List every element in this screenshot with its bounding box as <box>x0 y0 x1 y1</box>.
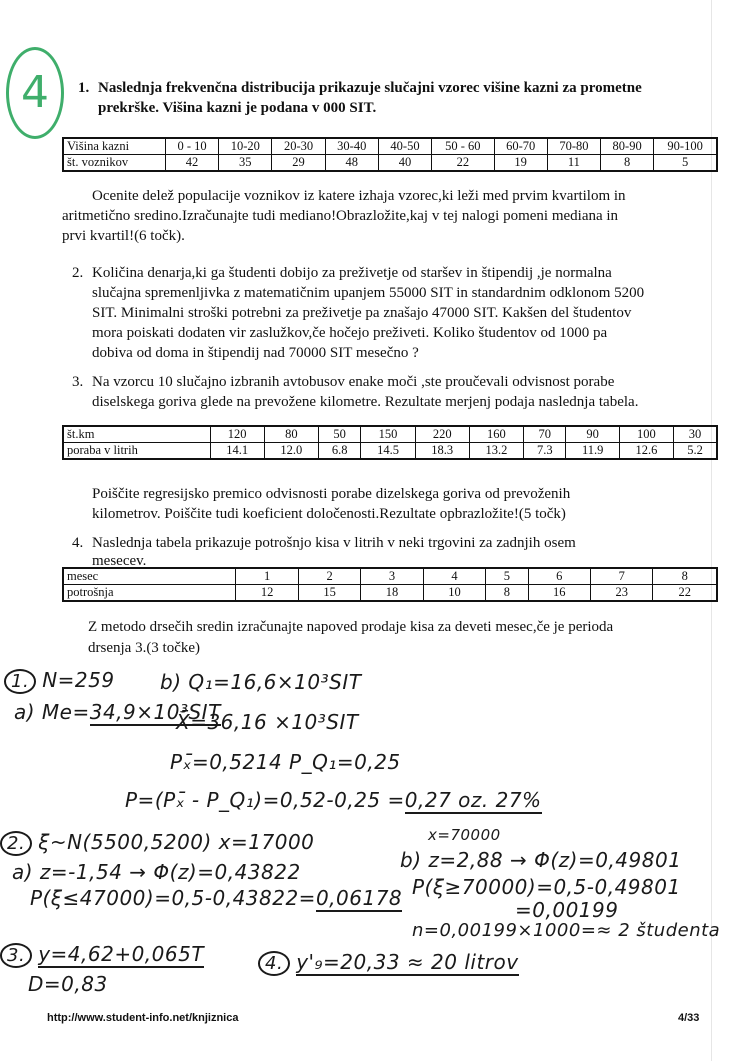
table-cell: 80 <box>264 426 318 443</box>
answer-number-circle: 3. <box>0 943 32 968</box>
table-cell: 11 <box>547 155 600 172</box>
table-cell: 22 <box>653 585 717 602</box>
answer-2a-p <box>30 886 402 910</box>
table-cell: 23 <box>590 585 652 602</box>
table-cell: 13.2 <box>469 443 523 460</box>
answer-2b-p2: =0,00199 <box>515 898 619 922</box>
text-line: diselskega goriva glede na prevožene kilometre. Rezultate merjenj podaja naslednja tabela. <box>92 394 639 410</box>
answer-3-d: D=0,83 <box>28 972 108 996</box>
table-row <box>63 155 717 172</box>
table-cell: 100 <box>619 426 673 443</box>
table-cell: 120 <box>210 426 264 443</box>
table-cell: 2 <box>298 568 360 585</box>
answer-2a-z: a) z=-1,54 → Φ(z)=0,43822 <box>12 860 301 884</box>
answer-1a-label: a) Me= <box>14 700 90 724</box>
table-cell: 14.5 <box>361 443 415 460</box>
q1-text-line2: prekrške. Višina kazni je podana v 000 SIT. <box>98 100 377 116</box>
table-cell: 12 <box>236 585 298 602</box>
q4-para-line2: drsenja 3.(3 točke) <box>88 640 201 656</box>
answer-2a-expr: P(ξ≤47000)=0,5-0,43822= <box>30 886 316 910</box>
answer-1-result-expr: P=(Pₓ̄ - P_Q₁)=0,52-0,25 = <box>125 788 405 812</box>
table-cell: 19 <box>494 155 547 172</box>
answer-2-header <box>0 830 314 856</box>
q3-table <box>62 425 718 460</box>
text-line: mora poiskati dodaten vir zaslužkov,če hočejo preživeti. Koliko študentov od 1000 pa <box>92 325 608 341</box>
table-cell: 40-50 <box>378 138 431 155</box>
table-cell: 12.0 <box>264 443 318 460</box>
table-cell: 22 <box>432 155 494 172</box>
table-cell: 160 <box>469 426 523 443</box>
table-cell: 220 <box>415 426 469 443</box>
text-line: dobiva od doma in štipendij nad 70000 SIT mesečno ? <box>92 345 419 361</box>
table-cell: 10-20 <box>219 138 272 155</box>
table-cell: 7.3 <box>524 443 566 460</box>
table-cell: 30 <box>674 426 717 443</box>
footer-url[interactable]: http://www.student-info.net/knjiznica <box>47 1012 239 1024</box>
table-cell: 1 <box>236 568 298 585</box>
table-cell: 35 <box>219 155 272 172</box>
answer-4 <box>258 950 519 976</box>
q3-number: 3. <box>72 374 84 390</box>
table-cell: 8 <box>653 568 717 585</box>
text-line: Na vzorcu 10 slučajno izbranih avtobusov enake moči ,ste proučevali odvisnost porabe <box>92 374 615 390</box>
table-cell: 60-70 <box>494 138 547 155</box>
row-header: št. voznikov <box>63 155 165 172</box>
answer-1-mean: X̄=36,16 ×10³SIT <box>176 710 359 734</box>
table-cell: 3 <box>361 568 423 585</box>
table-row <box>63 568 717 585</box>
table-cell: 50 <box>318 426 360 443</box>
q1-number: 1. <box>78 80 90 96</box>
q1-table <box>62 137 718 172</box>
answer-1b-q1: b) Q₁=16,6×10³SIT <box>160 670 362 694</box>
answer-number-circle: 2. <box>0 831 32 856</box>
table-cell: 10 <box>423 585 485 602</box>
table-cell: 15 <box>298 585 360 602</box>
table-cell: 30-40 <box>325 138 378 155</box>
table-cell: 5.2 <box>674 443 717 460</box>
table-row <box>63 585 717 602</box>
row-header: poraba v litrih <box>63 443 210 460</box>
table-cell: 70-80 <box>547 138 600 155</box>
table-cell: 7 <box>590 568 652 585</box>
answer-1-result <box>125 788 542 812</box>
table-row <box>63 426 717 443</box>
table-cell: 29 <box>272 155 325 172</box>
table-cell: 18 <box>361 585 423 602</box>
table-cell: 12.6 <box>619 443 673 460</box>
answer-2b-n: n=0,00199×1000=≈ 2 študenta <box>412 920 721 941</box>
answer-1-result-value: 0,27 oz. 27% <box>404 788 542 812</box>
page-number: 4/33 <box>678 1012 700 1024</box>
table-cell: 4 <box>423 568 485 585</box>
table-row <box>63 138 717 155</box>
table-cell: 14.1 <box>210 443 264 460</box>
q2-text <box>92 263 644 363</box>
q3-para-line1: Poiščite regresijsko premico odvisnosti porabe dizelskega goriva od prevoženih <box>92 486 571 502</box>
table-cell: 40 <box>378 155 431 172</box>
table-cell: 42 <box>165 155 218 172</box>
answer-number-circle: 4. <box>258 951 290 976</box>
table-cell: 90 <box>566 426 619 443</box>
q4-line1: Naslednja tabela prikazuje potrošnjo kisa v litrih v neki trgovini za zadnjih osem <box>92 535 576 551</box>
q3-para-line2: kilometrov. Poiščite tudi koeficient določenosti.Rezultate opbrazložite!(5 točk) <box>92 506 566 522</box>
table-cell: 20-30 <box>272 138 325 155</box>
q1-para-line3: prvi kvartil!(6 točk). <box>62 228 185 244</box>
grade-mark: 4 <box>6 47 64 139</box>
table-cell: 18.3 <box>415 443 469 460</box>
text-line: slučajna spremenljivka z matematičnim upanjem 55000 SIT in standardnim odklonom 5200 <box>92 285 645 301</box>
q1-para-line1: Ocenite delež populacije voznikov iz katere izhaja vzorec,ki leži med prvim kvartilom in <box>92 188 626 204</box>
q2-number: 2. <box>72 265 84 281</box>
table-row <box>63 443 717 460</box>
q4-number: 4. <box>72 535 84 551</box>
table-cell: 90-100 <box>654 138 717 155</box>
table-cell: 80-90 <box>601 138 654 155</box>
answer-1a-value: 34,9×10³SIT <box>89 700 221 724</box>
table-cell: 6 <box>528 568 590 585</box>
q1-para-line2: aritmetično sredino.Izračunajte tudi mediano!Obrazložite,kaj v tej nalogi pomeni mediana in <box>62 208 619 224</box>
q4-table <box>62 567 718 602</box>
answer-2b-p: P(ξ≥70000)=0,5-0,49801 <box>412 875 681 899</box>
row-header: št.km <box>63 426 210 443</box>
q4-line2: mesecev. <box>92 553 147 569</box>
answer-number-circle: 1. <box>4 669 36 694</box>
table-cell: 8 <box>601 155 654 172</box>
table-cell: 0 - 10 <box>165 138 218 155</box>
answer-4-result: y'₉=20,33 ≈ 20 litrov <box>296 950 519 974</box>
answer-3-header <box>0 942 204 968</box>
table-cell: 5 <box>654 155 717 172</box>
row-header: potrošnja <box>63 585 236 602</box>
row-header: Višina kazni <box>63 138 165 155</box>
q4-para-line1: Z metodo drsečih sredin izračunajte napoved prodaje kisa za deveti mesec,če je perioda <box>88 619 614 635</box>
answer-1-probabilities: Pₓ̄=0,5214 P_Q₁=0,25 <box>170 750 401 774</box>
answer-1-header <box>4 668 115 694</box>
table-cell: 6.8 <box>318 443 360 460</box>
answer-1-n: N=259 <box>42 668 115 692</box>
text-line: SIT. Minimalni stroški potrebni za preživetje pa znašajo 47000 SIT. Kakšen del študentov <box>92 305 632 321</box>
table-cell: 150 <box>361 426 415 443</box>
text-line: Količina denarja,ki ga študenti dobijo za preživetje od staršev in štipendij ,je normalna <box>92 265 612 281</box>
answer-3-equation: y=4,62+0,065T <box>38 942 205 966</box>
answer-2b-z: b) z=2,88 → Φ(z)=0,49801 <box>400 848 682 872</box>
table-cell: 16 <box>528 585 590 602</box>
row-header: mesec <box>63 568 236 585</box>
table-cell: 50 - 60 <box>432 138 494 155</box>
answer-2b-x: x=70000 <box>428 826 501 844</box>
table-cell: 48 <box>325 155 378 172</box>
answer-2a-value: 0,06178 <box>315 886 403 910</box>
answer-2-distribution: ξ~N(5500,5200) x=17000 <box>38 830 315 854</box>
table-cell: 70 <box>524 426 566 443</box>
q1-text-line1: Naslednja frekvenčna distribucija prikazuje slučajni vzorec višine kazni za prometne <box>98 80 642 96</box>
table-cell: 5 <box>486 568 528 585</box>
table-cell: 11.9 <box>566 443 619 460</box>
table-cell: 8 <box>486 585 528 602</box>
q3-text <box>92 372 638 412</box>
